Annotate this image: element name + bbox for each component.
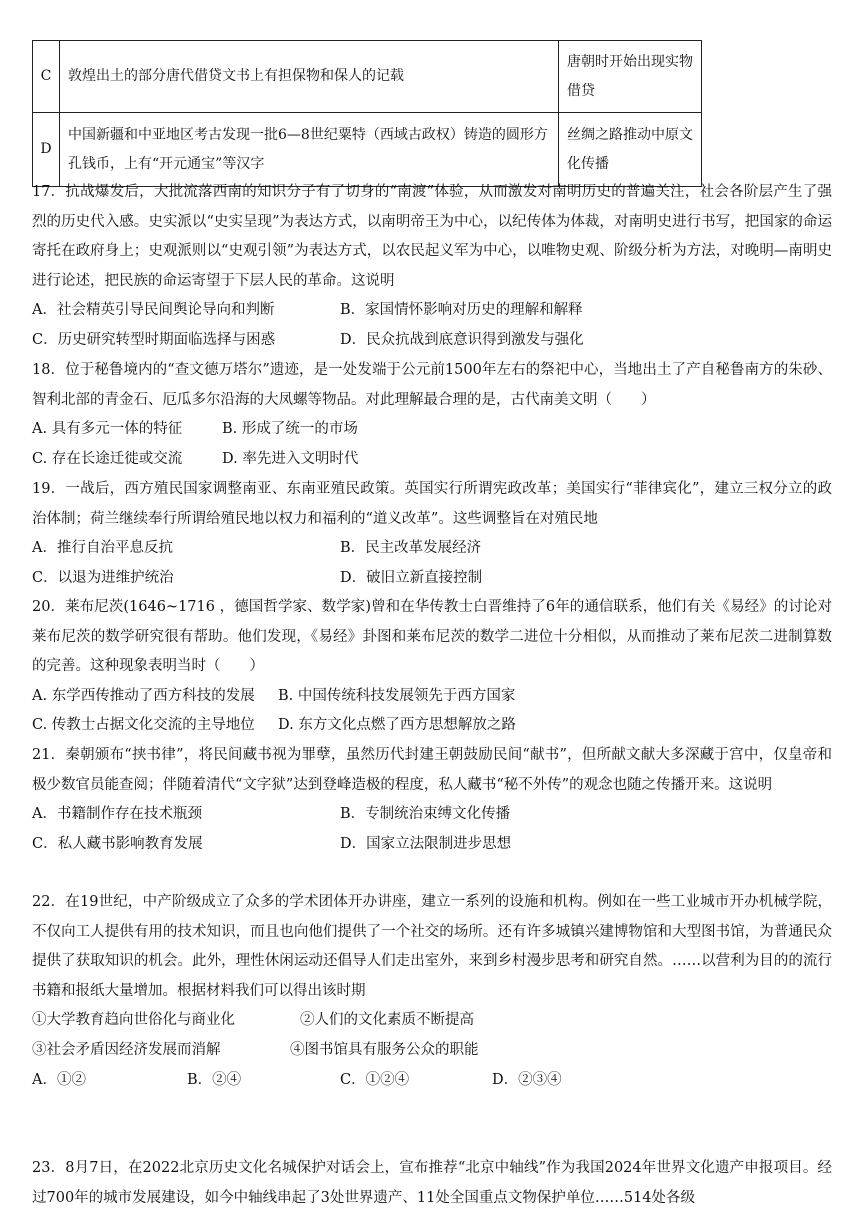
option-d[interactable]: D．破旧立新直接控制 — [340, 569, 483, 586]
option-b[interactable]: B．家国情怀影响对历史的理解和解释 — [340, 302, 583, 319]
option-d[interactable]: D．②③④ — [492, 1071, 562, 1088]
options-row — [32, 711, 832, 741]
option-b[interactable]: B．民主改革发展经济 — [340, 540, 482, 557]
question-stem: 22．在19世纪，中产阶级成立了众多的学术团体开办讲座，建立一系列的设施和机构。例如在一些工业城市开办机械学院，不仅向工人提供有用的技术知识，而且也向他们提供了一个社交的场所。还有许多城镇兴建博物馆和大型图书馆，为普通民众提供了获取知识的机会。此外，理性休闲运动还倡导人们走出室外，来到乡村漫步思考和研究自然。……以营利为目的的流行书籍和报纸大量增加。根据材料我们可以得出该时期 — [32, 894, 832, 999]
question-19 — [32, 475, 832, 593]
table-row — [33, 113, 702, 187]
option-a[interactable]: A. 东学西传推动了西方科技的发展 — [32, 687, 255, 704]
option-a[interactable]: A．书籍制作存在技术瓶颈 — [32, 806, 202, 823]
option-b[interactable]: B．专制统治束缚文化传播 — [340, 806, 511, 823]
table-row — [33, 41, 702, 113]
option-d[interactable]: D. 率先进入文明时代 — [222, 450, 359, 467]
question-stem: 21．秦朝颁布“挟书律”，将民间藏书视为罪孽，虽然历代封建王朝鼓励民间“献书”，但所献文献大多深藏于宫中，仅皇帝和极少数官员能查阅；伴随着清代“文字狱”达到登峰造极的程度，私人藏书“秘不外传”的观念也随之传播开来。这说明 — [32, 747, 832, 793]
row-conclusion: 唐朝时开始出现实物借贷 — [559, 41, 702, 113]
statements-row — [32, 1036, 832, 1066]
option-a[interactable]: A．①② — [32, 1071, 86, 1088]
option-b[interactable]: B. 形成了统一的市场 — [222, 421, 358, 438]
options-row — [32, 800, 832, 830]
option-b[interactable]: B. 中国传统科技发展领先于西方国家 — [278, 687, 516, 704]
option-c[interactable]: C. 存在长途迁徙或交流 — [32, 450, 183, 467]
statement-1: ①大学教育趋向世俗化与商业化 — [32, 1012, 235, 1029]
option-c[interactable]: C．①②④ — [340, 1071, 410, 1088]
option-c[interactable]: C．历史研究转型时期面临选择与困惑 — [32, 331, 276, 348]
option-b[interactable]: B．②④ — [187, 1071, 242, 1088]
options-row — [32, 326, 832, 356]
option-a[interactable]: A．社会精英引导民间舆论导向和判断 — [32, 302, 275, 319]
option-d[interactable]: D．国家立法限制进步思想 — [340, 835, 512, 852]
question-17 — [32, 178, 832, 356]
question-stem: 18．位于秘鲁境内的“查文德万塔尔”遗迹，是一处发端于公元前1500年左右的祭祀中心，当地出土了产自秘鲁南方的朱砂、智利北部的青金石、厄瓜多尔沿海的大凤螺等物品。对此理解最合理的是，古代南美文明（ ） — [32, 362, 832, 408]
question-stem: 23．8月7日，在2022北京历史文化名城保护对话会上，宣布推荐“北京中轴线”作为我国2024年世界文化遗产申报项目。经过700年的城市发展建设，如今中轴线串起了3处世界遗产、11处全国重点文物保护单位……514处各级 — [32, 1160, 832, 1206]
row-description: 敦煌出土的部分唐代借贷文书上有担保物和保人的记载 — [60, 41, 559, 113]
question-20 — [32, 593, 832, 741]
option-c[interactable]: C．私人藏书影响教育发展 — [32, 835, 203, 852]
question-23 — [32, 1154, 832, 1213]
statement-2: ②人们的文化素质不断提高 — [300, 1012, 474, 1029]
options-table — [32, 40, 702, 187]
question-22 — [32, 888, 832, 1095]
option-d[interactable]: D．民众抗战到底意识得到激发与强化 — [340, 331, 584, 348]
row-letter: C — [33, 41, 60, 113]
statements-row — [32, 1006, 832, 1036]
row-description: 中国新疆和中亚地区考古发现一批6—8世纪粟特（西域古政权）铸造的圆形方孔钱币，上有“开元通宝”等汉字 — [60, 113, 559, 187]
option-c[interactable]: C．以退为进维护统治 — [32, 569, 174, 586]
options-row — [32, 296, 832, 326]
options-row — [32, 445, 832, 475]
row-conclusion: 丝绸之路推动中原文化传播 — [559, 113, 702, 187]
option-d[interactable]: D. 东方文化点燃了西方思想解放之路 — [278, 717, 516, 734]
options-row — [32, 830, 832, 860]
options-row — [32, 682, 832, 712]
row-letter: D — [33, 113, 60, 187]
question-stem: 19．一战后，西方殖民国家调整南亚、东南亚殖民政策。英国实行所谓宪政改革；美国实行“菲律宾化”，建立三权分立的政治体制；荷兰继续奉行所谓给殖民地以权力和福利的“道义改革”。这些调整旨在对殖民地 — [32, 481, 832, 527]
options-row — [32, 415, 832, 445]
options-row — [32, 564, 832, 594]
statement-4: ④图书馆具有服务公众的职能 — [290, 1041, 479, 1058]
options-row — [32, 534, 832, 564]
options-row — [32, 1066, 832, 1096]
question-stem: 17．抗战爆发后，大批流落西南的知识分子有了切身的“南渡”体验，从而激发对南明历史的普遍关注，社会各阶层产生了强烈的历史代入感。史实派以“史实呈现”为表达方式，以南明帝王为中心，以纪传体为体裁，对南明史进行书写，把国家的命运寄托在政府身上；史观派则以“史观引领”为表达方式，以农民起义军为中心，以唯物史观、阶级分析为方法，对晚明—南明史进行论述，把民族的命运寄望于下层人民的革命。这说明 — [32, 184, 832, 289]
option-a[interactable]: A．推行自治平息反抗 — [32, 540, 173, 557]
option-c[interactable]: C. 传教士占据文化交流的主导地位 — [32, 717, 255, 734]
option-a[interactable]: A. 具有多元一体的特征 — [32, 421, 183, 438]
question-stem: 20．莱布尼茨(1646~1716 ，德国哲学家、数学家)曾和在华传教士白晋维持了6年的通信联系，他们有关《易经》的讨论对莱布尼茨的数学研究很有帮助。他们发现，《易经》卦图和莱布尼茨的数学二进位十分相似，从而推动了莱布尼茨二进制算数的完善。这种现象表明当时（ ） — [32, 599, 832, 675]
statement-3: ③社会矛盾因经济发展而消解 — [32, 1041, 221, 1058]
question-21 — [32, 741, 832, 859]
question-18 — [32, 356, 832, 474]
